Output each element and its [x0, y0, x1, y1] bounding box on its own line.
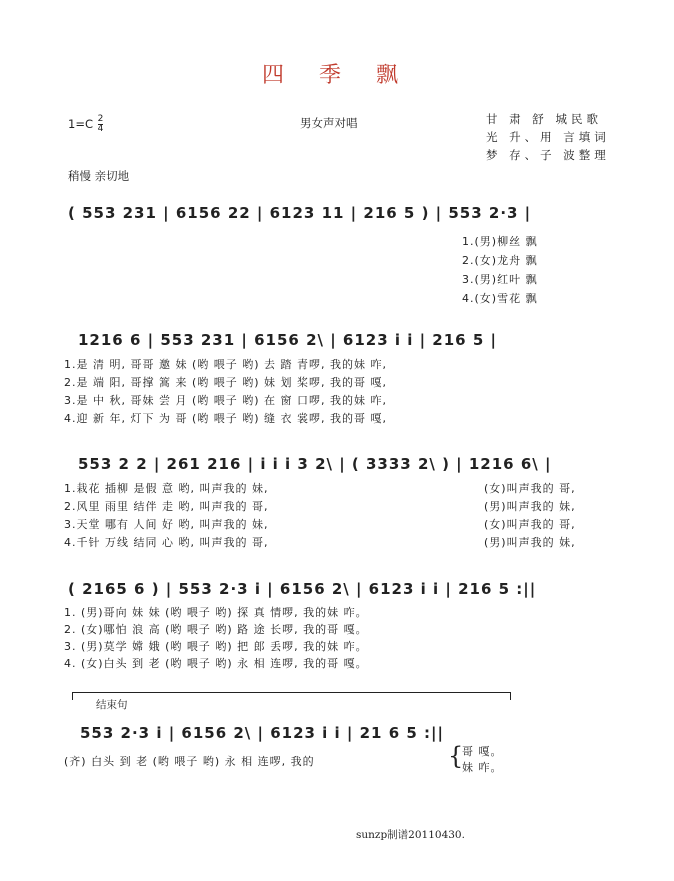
lyric-line: 3.天堂 哪有 人间 好 哟, 叫声我的 妹,: [64, 518, 269, 531]
lyrics-block-3: [64, 480, 268, 552]
credits: [486, 110, 610, 164]
lyric-line: (男)叫声我的 妹,: [484, 536, 576, 549]
ending-label: 结束句: [96, 699, 128, 711]
lyric-line: 1.是 清 明, 哥哥 邀 妹 (哟 喂子 哟) 去 踏 青啰, 我的妹 咋,: [64, 358, 388, 371]
ending-bracket-left: [72, 692, 73, 700]
lyric-line-ending: (齐) 白头 到 老 (哟 喂子 哟) 永 相 连啰, 我的: [64, 755, 315, 768]
verse-intro: 4.(女)雪花 飘: [462, 292, 538, 305]
lyric-line: 1. (男)哥向 妹 妹 (哟 喂子 哟) 探 真 情啰, 我的妹 咋。: [64, 606, 368, 619]
lyrics-block-4: [64, 604, 368, 672]
performance-note: 男女声对唱: [300, 116, 358, 130]
brace-line-top: 哥 嘎。: [462, 745, 503, 758]
credit-line: 光 升、用 言填词: [486, 130, 610, 144]
ending-bracket-right: [510, 692, 511, 700]
notation-line-3: 553 2 2 | 261 216 | i i i 3 2\ | ( 3333 2\ ) | 1216 6\ |: [78, 455, 552, 473]
credit-line: 甘 肃 舒 城民歌: [486, 112, 602, 126]
verse-intro: 3.(男)红叶 飘: [462, 273, 538, 286]
notation-line-1: ( 553 231 | 6156 22 | 6123 11 | 216 5 ) | 553 2·3 |: [68, 204, 532, 222]
lyric-line: (女)叫声我的 哥,: [484, 482, 576, 495]
lyrics-block-2: [64, 356, 387, 428]
lyric-line: 4. (女)白头 到 老 (哟 喂子 哟) 永 相 连啰, 我的哥 嘎。: [64, 657, 368, 670]
lyric-line: 2.风里 雨里 结伴 走 哟, 叫声我的 哥,: [64, 500, 269, 513]
key-signature: [68, 115, 103, 134]
notation-line-5: 553 2·3 i | 6156 2\ | 6123 i i | 21 6 5 :||: [80, 724, 444, 742]
notation-line-2: 1216 6 | 553 231 | 6156 2\ | 6123 i i | 216 5 |: [78, 331, 497, 349]
lyric-line: 3. (男)莫学 嫦 娥 (哟 喂子 哟) 把 郎 丢啰, 我的妹 咋。: [64, 640, 368, 653]
time-signature: $\frac{2}{4}$: [97, 114, 104, 134]
brace-symbol: {: [448, 742, 464, 770]
lyric-line: (男)叫声我的 妹,: [484, 500, 576, 513]
lyric-line: 4.迎 新 年, 灯下 为 哥 (哟 喂子 哟) 缝 衣 裳啰, 我的哥 嘎,: [64, 412, 388, 425]
lyric-line: 1.栽花 插柳 是假 意 哟, 叫声我的 妹,: [64, 482, 269, 495]
notation-line-4: ( 2165 6 ) | 553 2·3 i | 6156 2\ | 6123 i i | 216 5 :||: [68, 580, 537, 598]
song-title: 四 季 飘: [262, 63, 412, 88]
verse-intro-list: [462, 232, 538, 308]
ending-bracket-line: [72, 692, 510, 693]
footer-credit: sunzp制谱20110430.: [356, 829, 465, 841]
lyric-line: 3.是 中 秋, 哥妹 尝 月 (哟 喂子 哟) 在 窗 口啰, 我的妹 咋,: [64, 394, 388, 407]
lyric-line: 2.是 端 阳, 哥撑 篙 来 (哟 喂子 哟) 妹 划 桨啰, 我的哥 嘎,: [64, 376, 388, 389]
lyric-line: 4.千针 万线 结同 心 哟, 叫声我的 哥,: [64, 536, 269, 549]
brace-lyrics: [462, 744, 503, 776]
credit-line: 梦 存、子 波整理: [486, 148, 610, 162]
lyric-line: (女)叫声我的 哥,: [484, 518, 576, 531]
verse-intro: 2.(女)龙舟 飘: [462, 254, 538, 267]
brace-line-bottom: 妹 咋。: [462, 761, 503, 774]
key-text: 1=C: [68, 117, 93, 131]
tempo-marking: 稍慢 亲切地: [68, 169, 130, 183]
verse-intro: 1.(男)柳丝 飘: [462, 235, 538, 248]
lyric-line: 2. (女)哪怕 浪 高 (哟 喂子 哟) 路 途 长啰, 我的哥 嘎。: [64, 623, 368, 636]
lyrics-block-3-right: [484, 480, 576, 552]
